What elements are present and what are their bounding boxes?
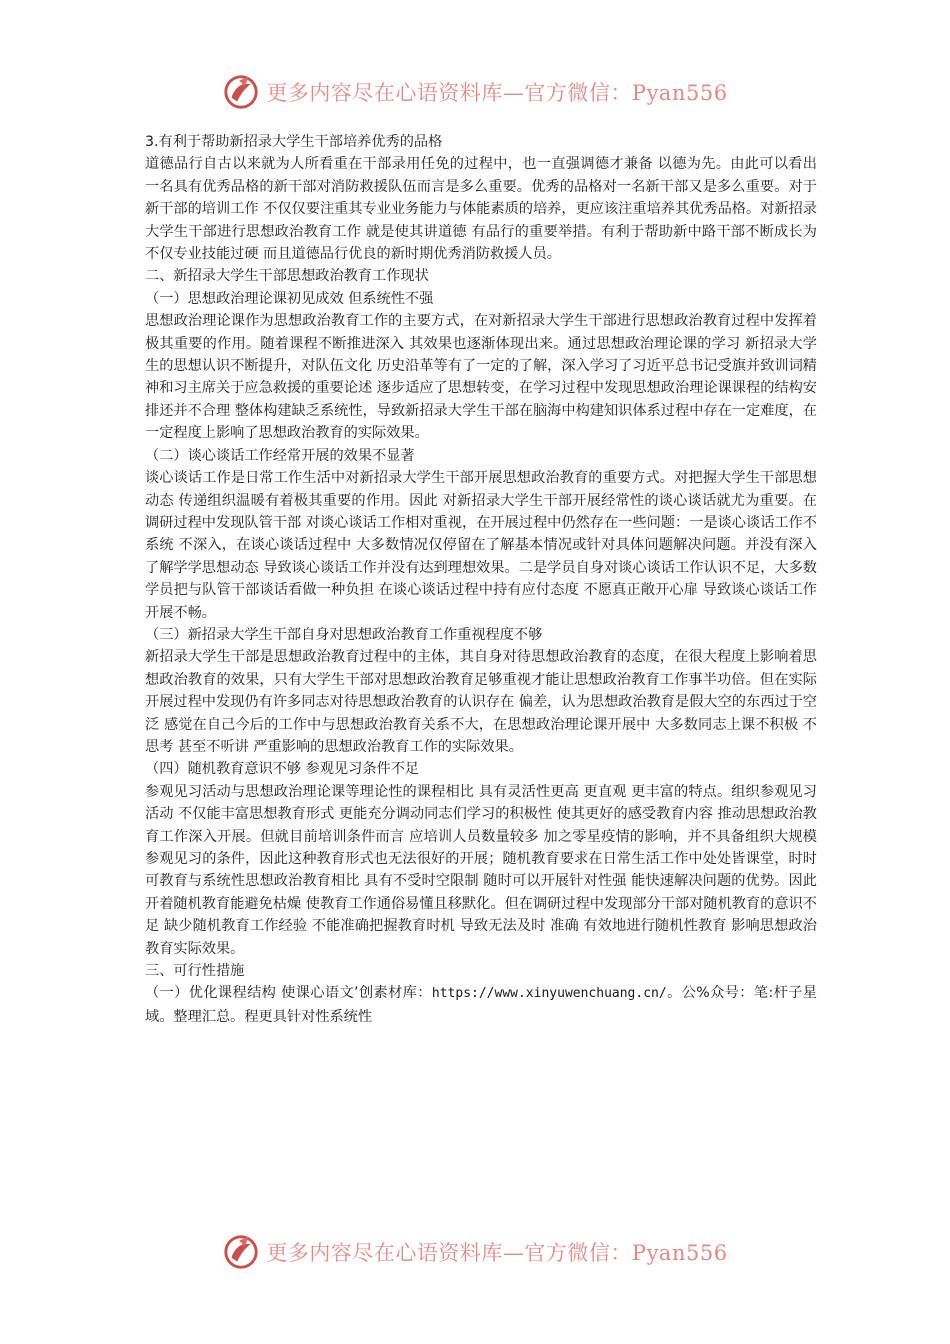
subsection-text: （一）优化课程结构 使课心语文’创素材库： (145, 985, 432, 1002)
subsection-heading: （四）随机教育意识不够 参观见习条件不足 (145, 761, 420, 778)
subsection-heading: （一）思想政治理论课初见成效 但系统性不强 (145, 290, 434, 307)
header-watermark-banner (0, 72, 950, 112)
red-circular-logo-icon (222, 73, 260, 111)
subsection-heading-with-url (145, 982, 817, 1028)
section-heading: 3.有利于帮助新招录大学生干部培养优秀的品格 (145, 134, 443, 150)
footer-watermark-banner (0, 1232, 950, 1272)
section-heading: 二、新招录大学生干部思想政治教育工作现状 (145, 268, 429, 285)
watermark-text: 更多内容尽在心语资料库—官方微信：Pyan556 (266, 81, 728, 105)
subsection-text-tail: 。公%众号：笔:杆子星域。整理汇总。程更具针对性系统性 (145, 985, 817, 1025)
body-paragraph: 思想政治理论课作为思想政治教育工作的主要方式，在对新招录大学生干部进行思想政治教育过程中发挥着极其重要的作用。随着课程不断推进深入 其效果也逐渐体现出来。通过思想政治理论课的学习 新招录大学生的思想认识不断提升，对队伍文化 历史沿革等有了一定的了解，深入学习了习近平总书记受旗并致训词精神和习主席关于应急救援的重要论述 逐步适应了思想转变，在学习过程中发现思想政治理论课课程的结构安排还并不合理 整体构建缺乏系统性，导致新招录大学生干部在脑海中构建知识体系过程中存在一定难度，在一定程度上影响了思想政治教育的实际效果。 (145, 313, 817, 442)
body-paragraph: 参观见习活动与思想政治理论课等理论性的课程相比 具有灵活性更高 更直观 更丰富的特点。组织参观见习活动 不仅能丰富思想教育形式 更能充分调动同志们学习的积极性 使其更好的感受教育内容 推动思想政治教育工作深入开展。但就目前培训条件而言 应培训人员数量较多 加之零星疫情的影响，并不具备组织大规模参观见习的条件，因此这种教育形式也无法很好的开展；随机教育要求在日常生活工作中处处皆课堂，时时可教育与系统性思想政治教育相比 具有不受时空限制 随时可以开展针对性强 能快速解决问题的优势。因此 开着随机教育能避免枯燥 使教育工作通俗易懂且移默化。但在调研过程中发现部分干部对随机教育的意识不足 缺少随机教育工作经验 不能准确把握教育时机 导致无法及时 准确 有效地进行随机性教育 影响思想政治教育实际效果。 (145, 783, 817, 957)
red-circular-logo-icon (222, 1233, 260, 1271)
subsection-heading: （二）谈心谈话工作经常开展的效果不显著 (145, 447, 415, 464)
subsection-heading: （三）新招录大学生干部自身对思想政治教育工作重视程度不够 (145, 626, 543, 643)
document-body (145, 131, 817, 1028)
body-paragraph: 新招录大学生干部是思想政治教育过程中的主体，其自身对待思想政治教育的态度，在很大程度上影响着思想政治教育的效果，只有大学生干部对思想政治教育足够重视才能让思想政治教育工作事半功倍。但在实际开展过程中发现仍有许多同志对待思想政治教育的认识存在 偏差，认为思想政治教育是假大空的东西过于空泛 感觉在自己今后的工作中与思想政治教育关系不大，在思想政治理论课开展中 大多数同志上课不积极 不思考 甚至不听讲 严重影响的思想政治教育工作的实际效果。 (145, 649, 817, 755)
body-paragraph: 谈心谈话工作是日常工作生活中对新招录大学生干部开展思想政治教育的重要方式。对把握大学生干部思想动态 传递组织温暖有着极其重要的作用。因此 对新招录大学生干部开展经常性的谈心谈话就尤为重要。在调研过程中发现队管干部 对谈心谈话工作相对重视，在开展过程中仍然存在一些问题：一是谈心谈话工作不系统 不深入，在谈心谈话过程中 大多数情况仅停留在了解基本情况或针对具体问题解决问题。并没有深入了解学学思想动态 导致谈心谈话工作并没有达到理想效果。二是学员自身对谈心谈话工作认识不足，大多数学员把与队管干部谈话看做一种负担 在谈心谈话过程中持有应付态度 不愿真正敞开心扉 导致谈心谈话工作开展不畅。 (145, 470, 817, 621)
watermark-text: 更多内容尽在心语资料库—官方微信：Pyan556 (266, 1241, 728, 1265)
body-paragraph: 道德品行自古以来就为人所看重在干部录用任免的过程中，也一直强调德才兼备 以德为先。由此可以看出 一名具有优秀品格的新干部对消防救援队伍而言是多么重要。优秀的品格对一名新干部又是多么重要。对于新干部的培训工作 不仅仅要注重其专业业务能力与体能素质的培养，更应该注重培养其优秀品格。对新招录大学生干部进行思想政治教育工作 就是使其讲道德 有品行的重要举措。有利于帮助新中路干部不断成长为不仅专业技能过硬 而且道德品行优良的新时期优秀消防救援人员。 (145, 156, 817, 263)
section-heading: 三、可行性措施 (145, 963, 245, 980)
website-url: https://www.xinyuwenchuang.cn/ (431, 986, 667, 1002)
